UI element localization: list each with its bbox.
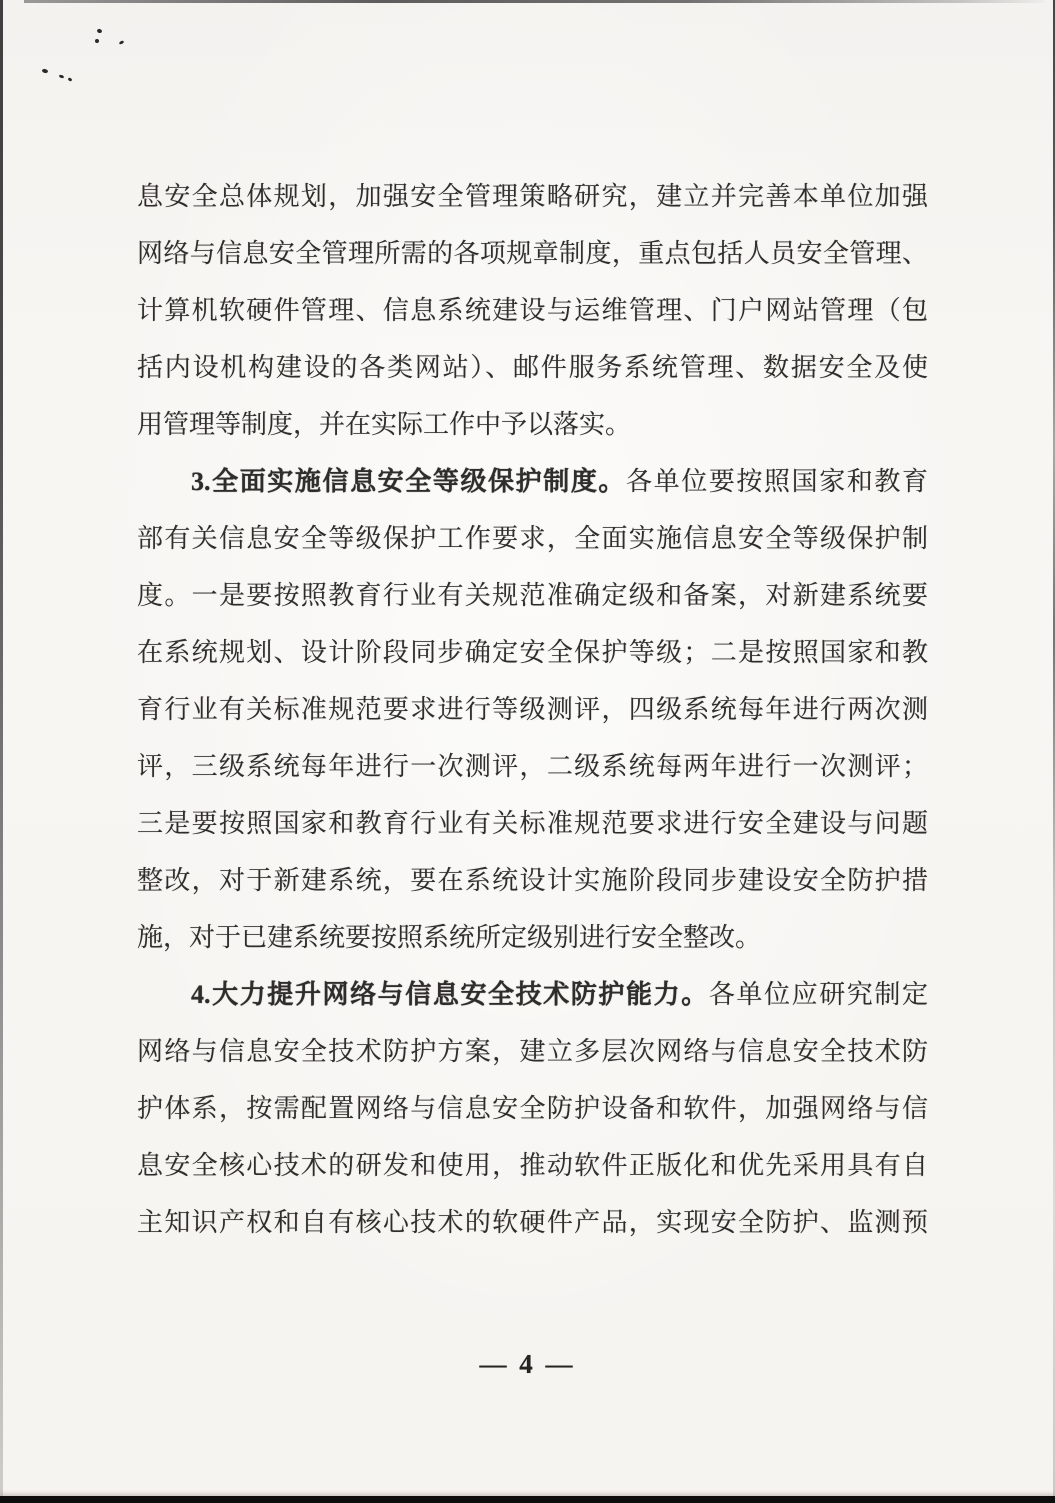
text-line: 三是要按照国家和教育行业有关标准规范要求进行安全建设与问题 xyxy=(137,809,928,838)
document-body xyxy=(137,168,928,1251)
ink-speck xyxy=(96,28,102,33)
ink-speck xyxy=(68,77,73,82)
text-line: 度。一是要按照教育行业有关规范准确定级和备案，对新建系统要 xyxy=(137,581,928,610)
text-line: 网络与信息安全管理所需的各项规章制度，重点包括人员安全管理、 xyxy=(137,239,928,268)
ink-speck xyxy=(95,39,99,43)
paragraph-4-first-line-rest: 各单位应研究制定 xyxy=(708,980,928,1009)
text-line: 育行业有关标准规范要求进行等级测评，四级系统每年进行两次测 xyxy=(137,695,928,724)
text-line: 主知识产权和自有核心技术的软硬件产品，实现安全防护、监测预 xyxy=(137,1208,928,1237)
text-line: 用管理等制度，并在实际工作中予以落实。 xyxy=(137,410,632,439)
page-number: — 4 — xyxy=(479,1349,576,1379)
text-line: 施，对于已建系统要按照系统所定级别进行安全整改。 xyxy=(137,923,762,952)
text-line: 网络与信息安全技术防护方案，建立多层次网络与信息安全技术防 xyxy=(137,1037,928,1066)
scan-edge-top xyxy=(24,0,1045,3)
scan-edge-bottom xyxy=(0,1496,1055,1503)
text-line: 息安全核心技术的研发和使用，推动软件正版化和优先采用具有自 xyxy=(137,1151,928,1180)
text-line: 护体系，按需配置网络与信息安全防护设备和软件，加强网络与信 xyxy=(137,1094,928,1123)
text-line: 评，三级系统每年进行一次测评，二级系统每两年进行一次测评； xyxy=(137,752,928,781)
ink-speck xyxy=(59,74,65,79)
paragraph-3-heading: 3.全面实施信息安全等级保护制度。 xyxy=(191,467,627,496)
text-line: 计算机软硬件管理、信息系统建设与运维管理、门户网站管理（包 xyxy=(137,296,928,325)
scan-edge-left xyxy=(0,0,3,1503)
text-line: 括内设机构建设的各类网站）、邮件服务系统管理、数据安全及使 xyxy=(137,353,928,382)
text-line: 整改，对于新建系统，要在系统设计实施阶段同步建设安全防护措 xyxy=(137,866,928,895)
ink-speck xyxy=(42,68,49,73)
text-line: 在系统规划、设计阶段同步确定安全保护等级；二是按照国家和教 xyxy=(137,638,928,667)
text-line: 部有关信息安全等级保护工作要求，全面实施信息安全等级保护制 xyxy=(137,524,928,553)
paragraph-3-first-line xyxy=(137,453,928,510)
paragraph-3-first-line-rest: 各单位要按照国家和教育 xyxy=(626,467,928,496)
paragraph-4-heading: 4.大力提升网络与信息安全技术防护能力。 xyxy=(191,980,709,1009)
paragraph-4-first-line xyxy=(137,966,928,1023)
text-line: 息安全总体规划，加强安全管理策略研究，建立并完善本单位加强 xyxy=(137,182,928,211)
ink-speck xyxy=(119,40,125,45)
